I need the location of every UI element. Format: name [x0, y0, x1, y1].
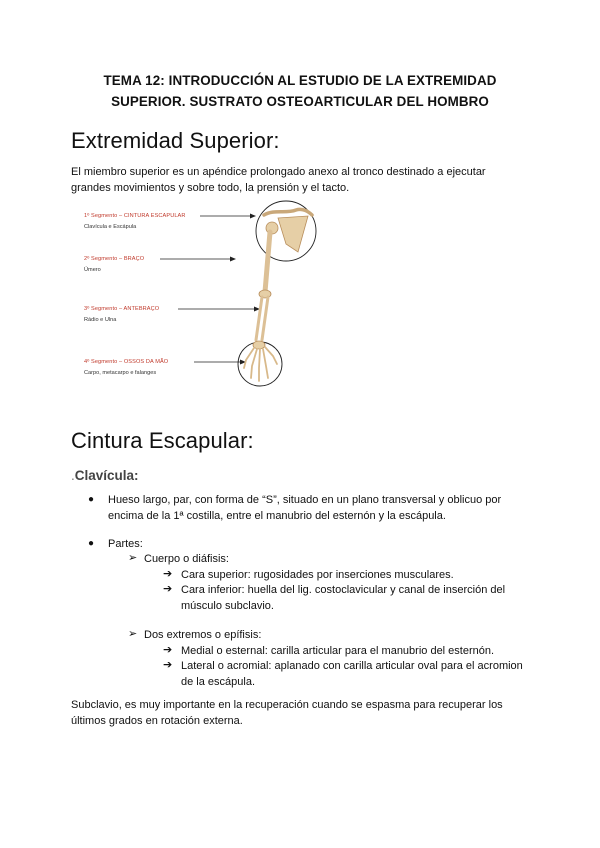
- bullet-dot-1: ●: [88, 494, 95, 505]
- closing-paragraph-line-1: Subclavio, es muy importante en la recuperación cuando se espasma para recuperar los: [71, 699, 503, 711]
- segment-4-title: 4º Segmento – OSSOS DA MÃO: [84, 359, 169, 365]
- arrowhead-icon-part-1: ➢: [128, 552, 138, 564]
- arm-skeleton-figure: [82, 200, 332, 400]
- document-title-line-2: SUPERIOR. SUSTRATO OSTEOARTICULAR DEL HOMBRO: [111, 94, 489, 109]
- arrow-icon-part-1b: ➔: [163, 583, 173, 595]
- subpart-lateral-line-2: de la escápula.: [181, 676, 255, 688]
- intro-paragraph-line-2: grandes movimientos y sobre todo, la prensión y el tacto.: [71, 182, 350, 194]
- segment-2-title: 2º Segmento – BRAÇO: [84, 256, 145, 262]
- segment-3-title: 3º Segmento – ANTEBRAÇO: [84, 306, 160, 312]
- segment-4-subtitle: Carpo, metacarpo e falanges: [84, 370, 157, 376]
- part-item-cuerpo: Cuerpo o diáfisis:: [144, 553, 229, 565]
- segment-1-subtitle: Clavícula e Escápula: [84, 224, 137, 230]
- subpart-cara-inferior-line-1: Cara inferior: huella del lig. costoclavicular y canal de inserción del: [181, 584, 506, 596]
- closing-paragraph: [71, 697, 541, 729]
- subpart-lateral: [181, 658, 541, 690]
- subpart-cara-inferior-line-2: músculo subclavio.: [181, 600, 274, 612]
- part-item-extremos: Dos extremos o epífisis:: [144, 629, 262, 641]
- arm-skeleton-illustration: [82, 200, 332, 400]
- document-title-line-1: TEMA 12: INTRODUCCIÓN AL ESTUDIO DE LA EXTREMIDAD: [103, 73, 497, 88]
- subpart-lateral-line-1: Lateral o acromial: aplanado con carilla articular oval para el acromion: [181, 660, 523, 672]
- subsection-heading-text: Clavícula:: [74, 468, 139, 483]
- section-heading-cintura-escapular: Cintura Escapular:: [71, 428, 254, 453]
- bullet-item-hueso-largo-line-1: Hueso largo, par, con forma de “S”, situado en un plano transversal y oblicuo por: [108, 494, 502, 506]
- subsection-heading-clavicula: [71, 468, 139, 483]
- segment-1-title: 1º Segmento – CINTURA ESCAPULAR: [84, 213, 186, 219]
- bullet-item-partes: Partes:: [108, 538, 143, 550]
- bullet-item-hueso-largo: [108, 492, 538, 524]
- subpart-cara-inferior: [181, 582, 541, 614]
- subsection-heading-dot: .: [71, 468, 75, 483]
- bullet-item-hueso-largo-line-2: encima de la 1ª costilla, entre el manubrio del esternón y la escápula.: [108, 510, 446, 522]
- intro-paragraph: [71, 164, 541, 196]
- bullet-dot-2: ●: [88, 538, 95, 549]
- arrowhead-icon-part-2: ➢: [128, 628, 138, 640]
- section-heading-extremidad-superior: Extremidad Superior:: [71, 128, 280, 153]
- intro-paragraph-line-1: El miembro superior es un apéndice prolongado anexo al tronco destinado a ejecutar: [71, 166, 486, 178]
- segment-2-subtitle: Úmero: [84, 267, 101, 273]
- arrow-icon-part-2b: ➔: [163, 659, 173, 671]
- subpart-medial: Medial o esternal: carilla articular para el manubrio del esternón.: [181, 645, 495, 657]
- arrow-icon-part-2a: ➔: [163, 644, 173, 656]
- document-title: [70, 70, 530, 112]
- closing-paragraph-line-2: últimos grados en rotación externa.: [71, 715, 243, 727]
- segment-3-subtitle: Rádio e Ulna: [84, 317, 117, 323]
- arrow-icon-part-1a: ➔: [163, 568, 173, 580]
- subpart-cara-superior: Cara superior: rugosidades por inserciones musculares.: [181, 569, 454, 581]
